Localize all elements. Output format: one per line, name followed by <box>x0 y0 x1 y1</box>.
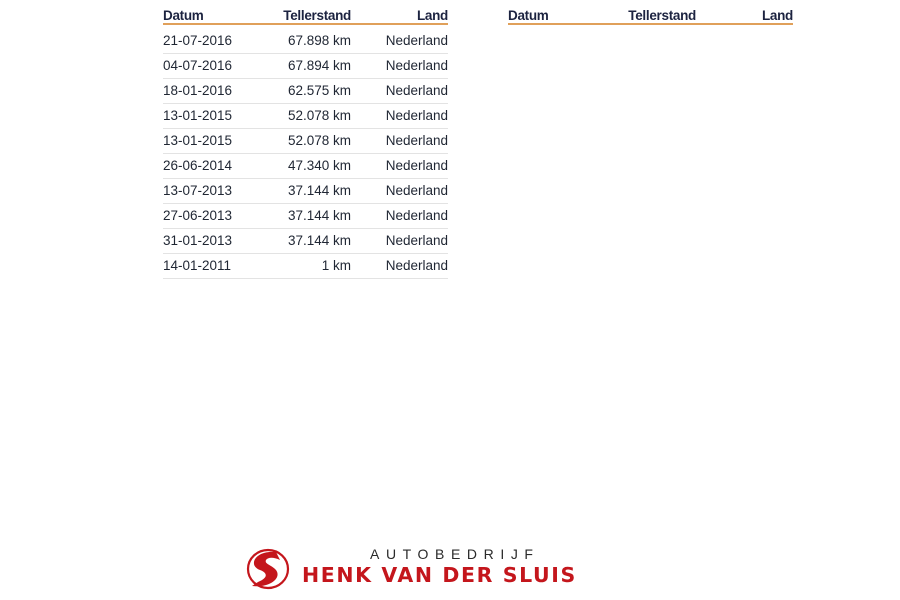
column-header-date: Datum <box>163 6 258 24</box>
column-header-country: Land <box>696 6 793 24</box>
company-logo <box>246 545 656 591</box>
cell-country: Nederland <box>351 154 448 179</box>
cell-date: 18-01-2016 <box>163 79 258 104</box>
column-header-date: Datum <box>508 6 603 24</box>
cell-country: Nederland <box>351 229 448 254</box>
cell-date: 13-07-2013 <box>163 179 258 204</box>
odometer-table-right <box>508 6 793 25</box>
cell-odometer: 67.894 km <box>258 54 351 79</box>
cell-date: 04-07-2016 <box>163 54 258 79</box>
logo-company-name: HENK VAN DER SLUIS <box>302 563 577 587</box>
column-header-odometer: Tellerstand <box>258 6 351 24</box>
cell-odometer: 62.575 km <box>258 79 351 104</box>
cell-odometer: 37.144 km <box>258 229 351 254</box>
cell-country: Nederland <box>351 54 448 79</box>
cell-country: Nederland <box>351 129 448 154</box>
cell-country: Nederland <box>351 254 448 279</box>
cell-odometer: 1 km <box>258 254 351 279</box>
cell-country: Nederland <box>351 24 448 54</box>
cell-country: Nederland <box>351 179 448 204</box>
cell-odometer: 47.340 km <box>258 154 351 179</box>
table-row <box>163 104 448 129</box>
table-row <box>163 204 448 229</box>
table-row <box>163 179 448 204</box>
logo-subtitle: AUTOBEDRIJF <box>370 546 540 562</box>
table-row <box>163 154 448 179</box>
cell-country: Nederland <box>351 204 448 229</box>
column-header-country: Land <box>351 6 448 24</box>
table-row <box>163 229 448 254</box>
table-header-row <box>163 6 448 24</box>
cell-odometer: 37.144 km <box>258 204 351 229</box>
table-row <box>163 254 448 279</box>
cell-date: 13-01-2015 <box>163 129 258 154</box>
cell-date: 27-06-2013 <box>163 204 258 229</box>
cell-date: 26-06-2014 <box>163 154 258 179</box>
cell-odometer: 52.078 km <box>258 129 351 154</box>
odometer-table-left <box>163 6 448 279</box>
cell-date: 21-07-2016 <box>163 24 258 54</box>
cell-country: Nederland <box>351 104 448 129</box>
cell-odometer: 67.898 km <box>258 24 351 54</box>
table-row <box>163 129 448 154</box>
cell-date: 14-01-2011 <box>163 254 258 279</box>
cell-odometer: 37.144 km <box>258 179 351 204</box>
table-header-row <box>508 6 793 24</box>
cell-date: 13-01-2015 <box>163 104 258 129</box>
logo-s-emblem-icon <box>246 548 290 590</box>
table-row <box>163 54 448 79</box>
column-header-odometer: Tellerstand <box>603 6 696 24</box>
cell-country: Nederland <box>351 79 448 104</box>
cell-odometer: 52.078 km <box>258 104 351 129</box>
table-row <box>163 24 448 54</box>
table-row <box>163 79 448 104</box>
cell-date: 31-01-2013 <box>163 229 258 254</box>
